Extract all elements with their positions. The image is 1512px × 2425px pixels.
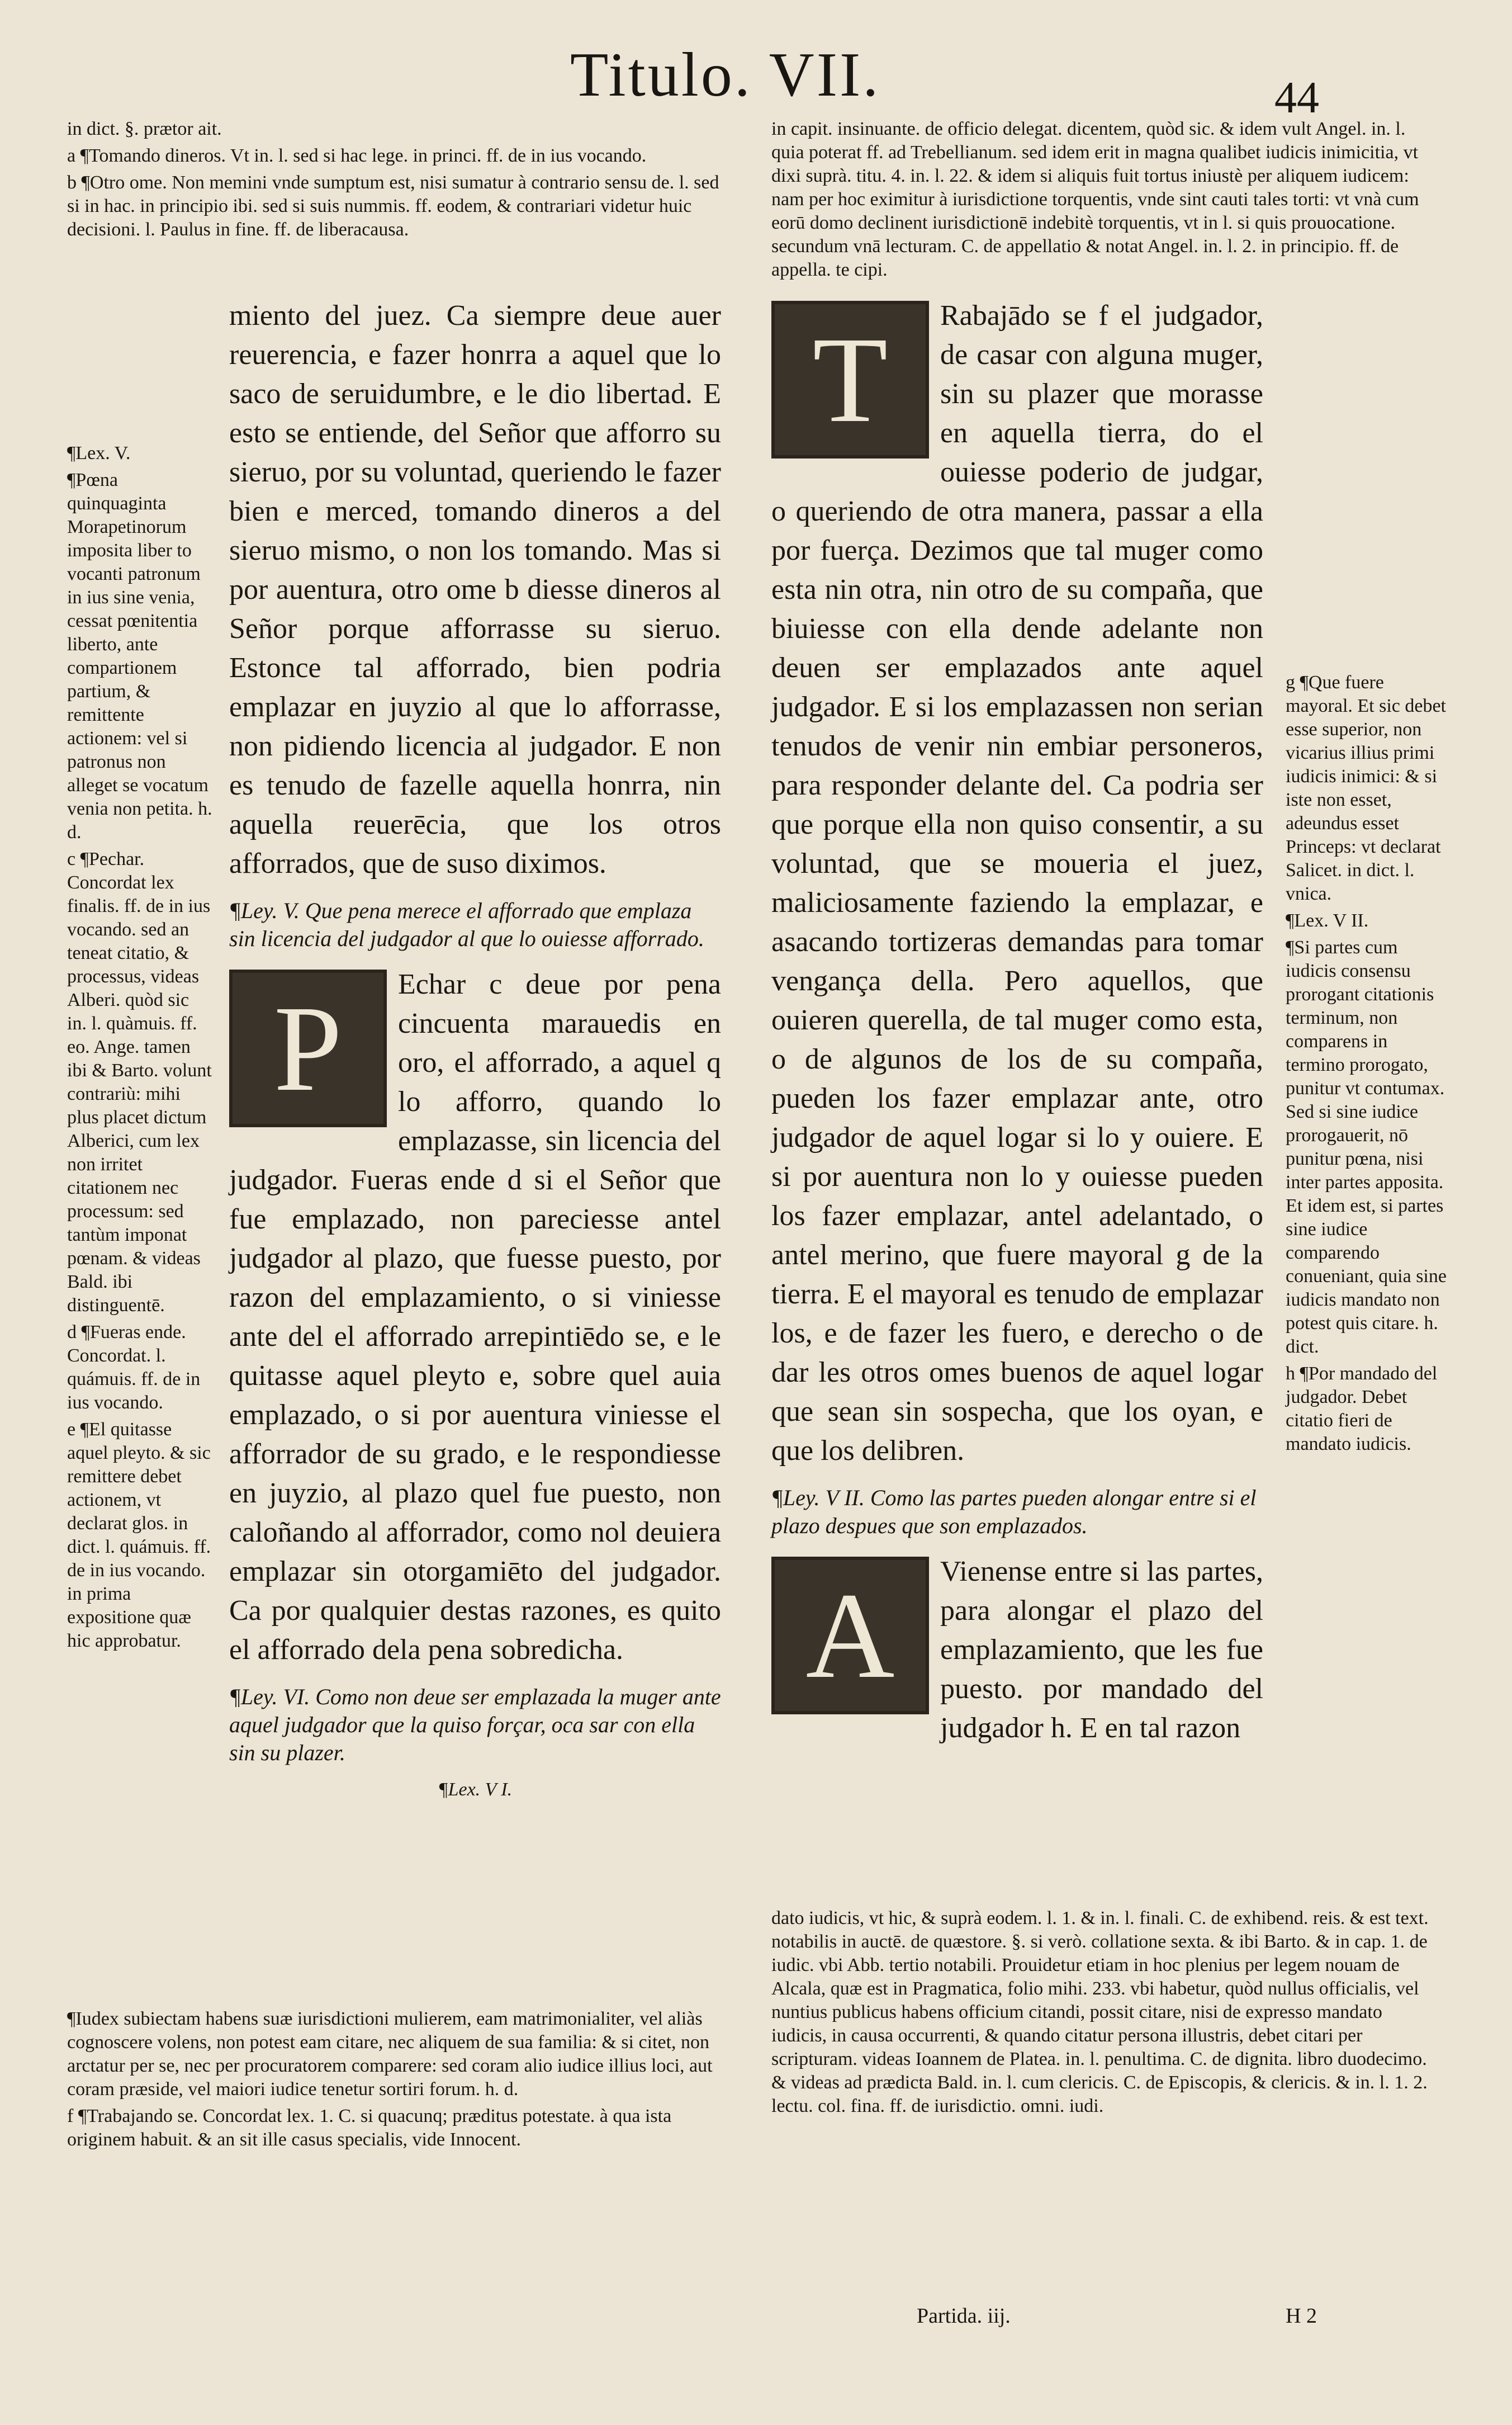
gloss-entry: ¶Iudex subiectam habens suæ iurisdictioni mulierem, eam matrimonialiter, vel aliàs cognoscere volens, non potest eam citare, nec aliquem de sua familia: & si citet, non arctatur per se, nec per procuratorem comparere: sed coram alio iudice illius loci, aut coram præside, vel maiori iudice tenetur sortiri forum. h. d. [67,2008,713,2100]
decorated-initial: T [771,301,929,458]
gloss-entry: ¶Si partes cum iudicis consensu prorogant citationis terminum, non comparens in termino prorogato, punitur vt contumax. Sed si sine iudice prorogauerit, nō punitur pœna, nisi inter partes apposita. Et idem est, si partes sine iudice comparendo conueniant, quia sine iudicis mandato non potest quis citare. h. dict. [1286,937,1447,1357]
left-margin-glosses [67,280,212,1656]
law-text: miento del juez. Ca siempre deue auer reuerencia, e fazer honrra a aquel que lo saco de seruidumbre, e le dio libertad. E esto se entiende, del Señor que afforro su sieruo, por su voluntad, queriendo le fazer bien e merced, tomando dineros a del sieruo mismo, o non los tomando. Mas si por auentura, otro ome b diesse dineros al Señor porque afforrasse su sieruo. Estonce tal afforrado, bien podria emplazar en juyzio al que lo afforrasse, non pidiendo licencia al judgador. E non es tenudo de fazelle aquella honrra, nin aquella reuerēcia, que los otros afforrados, que de suso diximos. [229,300,721,880]
gloss-entry: b ¶Otro ome. Non memini vnde sumptum est, nisi sumatur à contrario sensu de. l. sed si in hac. in principio ibi. sed si suis nummis. ff. eodem, & contrariari videtur huic decisioni. l. Paulus in fine. ff. de liberacausa. [67,172,719,240]
gloss-entry: g ¶Que fuere mayoral. Et sic debet esse superior, non vicarius illius primi iudicis inimici: & si iste non esset, adeundus esset Princeps: vt declarat Salicet. in dict. l. vnica. [1286,672,1447,904]
gloss-entry: f ¶Trabajando se. Concordat lex. 1. C. si quacunq; præditus potestate. à qua ista originem habuit. & an sit ille casus specialis, vide Innocent. [67,2106,672,2150]
law-heading: ¶Ley. V. Que pena merece el afforrado que emplaza sin licencia del judgador al que lo ouiesse afforrado. [229,898,704,951]
gloss-entry: dato iudicis, vt hic, & suprà eodem. l. 1. & in. l. finali. C. de exhibend. reis. & est text. notabilis in auctē. de quæstore. §. si verò. collatione sexta. & ibi Barto. & in cap. 1. de iudic. vbi Abb. tertio notabili. Prouidetur etiam in hoc plenius per legem nouam de Alcala, quæ est in Pragmatica, folio mihi. 233. vbi habetur, quòd nullus officialis, vel nuntius publicus habens officium citandi, possit citare, nisi de expresso mandato iudicis, in causa occurrenti, & quando citatur persona illustris, debet citari per scripturam. videas Ioannem de Platea. in. l. penultima. C. de dignita. libro duodecimo. & videas ad prædicta Bald. in. l. cum clericis. C. de Episcopis, & clericis. & in. l. 1. 2. lectu. col. fina. ff. de iurisdictio. omni. iudi. [771,1908,1429,2116]
partida-label: Partida. iij. [917,2304,1011,2328]
gloss-entry: in capit. insinuante. de officio delegat. dicentem, quòd sic. & idem vult Angel. in. l. quia poterat ff. ad Trebellianum. sed idem erit in magna qualibet iudicis inimicitia, vt dixi suprà. titu. 4. in. l. 22. & idem si aliquis fuit tortus iniustè per aliquem iudicem: nam per hoc eximitur à iurisdictione torquentis, vnde sint cauti tales torti: vt vnà cum eorū domo declinent iurisdictionē indebitè torquentis, vt in l. si quis prouocatione. secundum vnā lecturam. C. de appellatio & notat Angel. in. l. 2. in principio. ff. de appella. te cipi. [771,119,1419,280]
law-text: Echar c deue por pena cincuenta marauedis en oro, el afforrado, a aquel q lo afforro, quando lo emplazasse, sin licencia del judgador. Fueras ende d si el Señor que fue emplazado, non pareciesse antel judgador al plazo, que fuesse puesto, por razon del emplazamiento, o si viniesse ante del el afforrado arrepintiēdo se, e le quitasse aquel pleyto e, sobre quel auia emplazado, o si por auentura viniesse el afforrador de su grado, e le respondiesse en juyzio, al plazo quel fue puesto, non caloñando al afforrador, como nol deuiera emplazar sin otorgamiēto del judgador. Ca por qualquier destas razones, es quito el afforrado dela pena sobredicha. [229,968,721,1666]
signature-mark: H 2 [1286,2304,1317,2328]
gloss-entry: d ¶Fueras ende. Concordat. l. quámuis. ff. de in ius vocando. [67,1322,201,1413]
left-main-text [229,296,721,1812]
law-heading: ¶Ley. VI. Como non deue ser emplazada la muger ante aquel judgador que la quiso forçar, oca sar con ella sin su plazer. [229,1684,721,1765]
left-bottom-glosses [67,2007,727,2155]
right-bottom-gloss [771,1907,1442,2121]
decorated-initial: P [229,970,387,1127]
right-top-gloss [771,117,1442,285]
law-heading: ¶Ley. V II. Como las partes pueden alongar entre si el plazo despues que son emplazados. [771,1485,1257,1538]
page-title: Titulo. VII. [570,40,881,110]
lex-v-label: ¶Lex. V. [67,443,131,464]
lex-vi-label: ¶Lex. V I. [438,1779,513,1800]
left-top-glosses [67,117,727,245]
right-margin-glosses [1286,671,1448,1459]
page-number: 44 [1274,73,1319,122]
lex-vii-label: ¶Lex. V II. [1286,910,1369,931]
gloss-entry: h ¶Por mandado del judgador. Debet citatio fieri de mandato iudicis. [1286,1363,1438,1454]
gloss-entry: e ¶El quitasse aquel pleyto. & sic remittere debet actionem, vt declarat glos. in dict. l. quámuis. ff. de in ius vocando. in prima expositione quæ hic approbatur. [67,1419,211,1651]
gloss-entry: a ¶Tomando dineros. Vt in. l. sed si hac lege. in princi. ff. de in ius vocando. [67,145,647,166]
gloss-entry: in dict. §. prætor ait. [67,119,222,139]
gloss-entry: ¶Pœna quinquaginta Morapetinorum imposita liber to vocanti patronum in ius sine venia, cessat pœnitentia liberto, ante compartionem partium, & remittente actionem: vel si patronus non alleget se vocatum venia non petita. h. d. [67,470,212,843]
law-text: Rabajādo se f el judgador, de casar con alguna muger, sin su plazer que morasse en aquella tierra, do el ouiesse poderio de judgar, o queriendo de otra manera, passar a ella por fuerça. Dezimos que tal muger como esta nin otra, nin otro de su compaña, que biuiesse con ella dende adelante non deuen ser emplazados ante aquel judgador. E si los emplazassen non serian tenudos de venir nin embiar personeros, para responder delante del. Ca podria ser que porque ella non quiso consentir, a su voluntad, que se moueria el juez, maliciosamente faziendo la emplazar, e asacando tortizeras demandas para tomar vengança della. Pero aquellos, que ouieren querella, de tal muger como esta, o de algunos de los de su compaña, pueden los fazer emplazar ante, otro judgador de aquel logar si lo y ouiere. E si por auentura non lo y ouiesse pueden los fazer emplazar, antel adelantado, o antel merino, que fuere mayoral g de la tierra. E el mayoral es tenudo de emplazar los, e de fazer les fuero, e derecho o de dar les otros omes buenos de aquel logar que sean sin sospecha, que los oyan, e que los delibren. [771,300,1263,1467]
decorated-initial: A [771,1557,929,1714]
right-main-text [771,296,1263,1748]
gloss-entry: c ¶Pechar. Concordat lex finalis. ff. de in ius vocando. sed an teneat citatio, & processus, videas Alberi. quòd sic in. l. quàmuis. ff. eo. Ange. tamen ibi & Barto. volunt contrariù: mihi plus placet dictum Alberici, cum lex non irritet citationem nec processum: sed tantùm imponat pœnam. & videas Bald. ibi distinguentē. [67,849,212,1316]
law-text: Vienense entre si las partes, para alongar el plazo del emplazamiento, que les fue puesto. por mandado del judgador h. E en tal razon [940,1556,1263,1744]
